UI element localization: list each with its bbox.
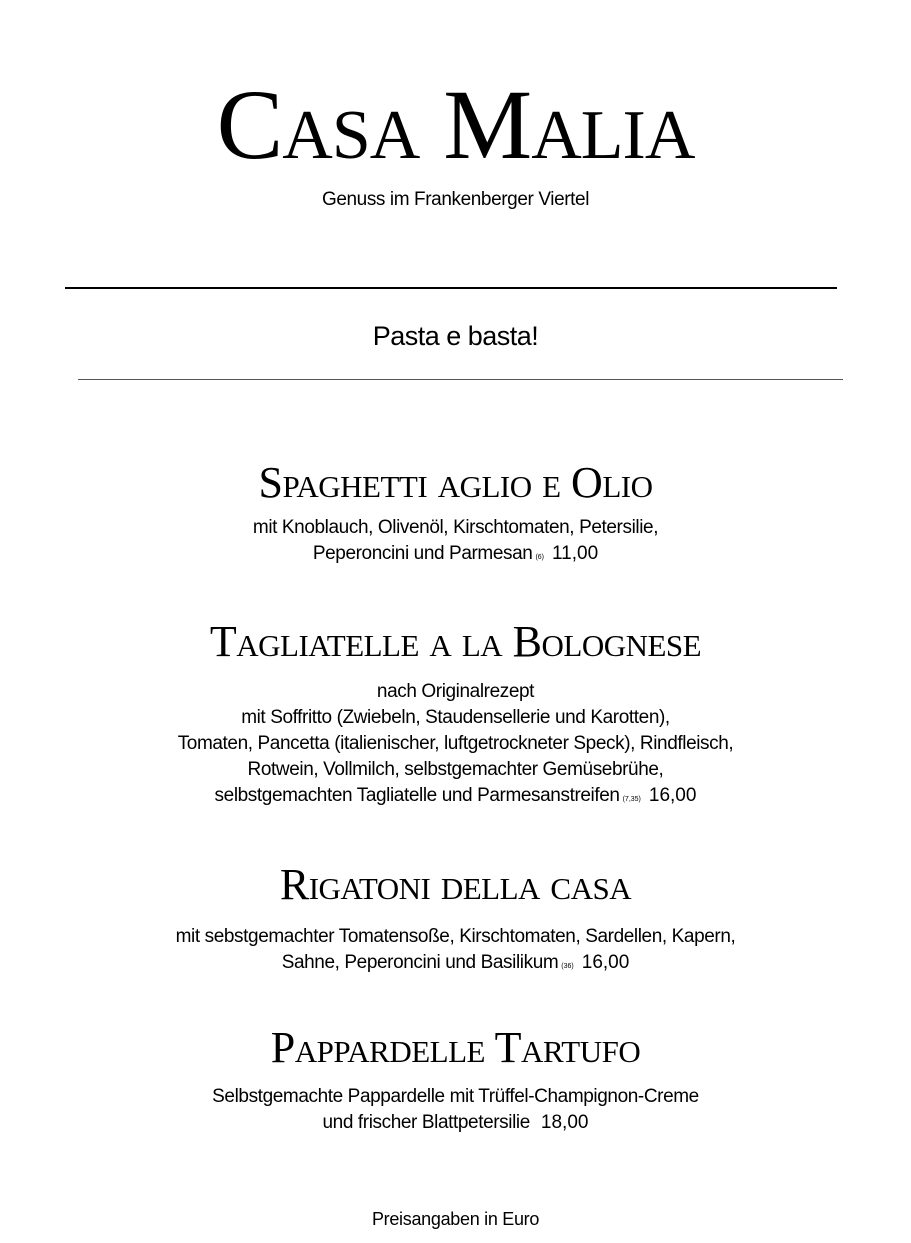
dish-name: Spaghetti aglio e Olio bbox=[258, 458, 653, 507]
dish-price: 11,00 bbox=[552, 543, 599, 564]
dish-description-text: Peperoncini und Parmesan bbox=[312, 543, 533, 564]
allergen-codes: (6) bbox=[535, 554, 545, 561]
dish-description-line: mit Soffritto (Zwiebeln, Staudensellerie und Karotten), bbox=[241, 707, 670, 728]
dish-description-line bbox=[0, 783, 911, 813]
allergen-codes: (36) bbox=[561, 963, 574, 970]
dish-description-line: Tomaten, Pancetta (italienischer, luftgetrockneter Speck), Rindfleisch, bbox=[177, 733, 734, 754]
divider-top bbox=[65, 287, 837, 289]
dish-description-text: selbstgemachten Tagliatelle und Parmesanstreifen bbox=[214, 785, 620, 806]
dish-description-text: Sahne, Peperoncini und Basilikum bbox=[281, 952, 559, 973]
dish-name: Tagliatelle a la Bolognese bbox=[209, 617, 702, 666]
dish-description-line bbox=[0, 541, 911, 571]
dish-description bbox=[0, 1084, 911, 1140]
dish-description-line bbox=[0, 1110, 911, 1140]
dish-price: 16,00 bbox=[648, 785, 697, 806]
dish-name: Pappardelle Tartufo bbox=[270, 1023, 641, 1072]
allergen-codes: (7,35) bbox=[622, 796, 641, 803]
section-title: Pasta e basta! bbox=[372, 321, 539, 351]
dish-description-line: nach Originalrezept bbox=[376, 681, 535, 702]
dish-description-line bbox=[0, 950, 911, 980]
dish-description bbox=[0, 924, 911, 980]
dish-description bbox=[0, 515, 911, 571]
divider-bottom bbox=[78, 379, 843, 380]
dish-description-line: mit Knoblauch, Olivenöl, Kirschtomaten, Petersilie, bbox=[252, 517, 659, 538]
price-note: Preisangaben in Euro bbox=[371, 1209, 540, 1229]
dish-description-line: mit sebstgemachter Tomatensoße, Kirschtomaten, Sardellen, Kapern, bbox=[175, 926, 736, 947]
restaurant-name: Casa Malia bbox=[216, 69, 695, 180]
restaurant-tagline: Genuss im Frankenberger Viertel bbox=[321, 189, 590, 210]
dish-price: 16,00 bbox=[581, 952, 630, 973]
dish-description-text: und frischer Blattpetersilie bbox=[322, 1112, 530, 1133]
dish-description-line: Selbstgemachte Pappardelle mit Trüffel-Champignon-Creme bbox=[212, 1086, 699, 1107]
dish-description bbox=[0, 679, 911, 813]
dish-price: 18,00 bbox=[540, 1112, 589, 1133]
dish-description-line: Rotwein, Vollmilch, selbstgemachter Gemüsebrühe, bbox=[247, 759, 664, 780]
dish-name: Rigatoni della casa bbox=[279, 860, 632, 909]
